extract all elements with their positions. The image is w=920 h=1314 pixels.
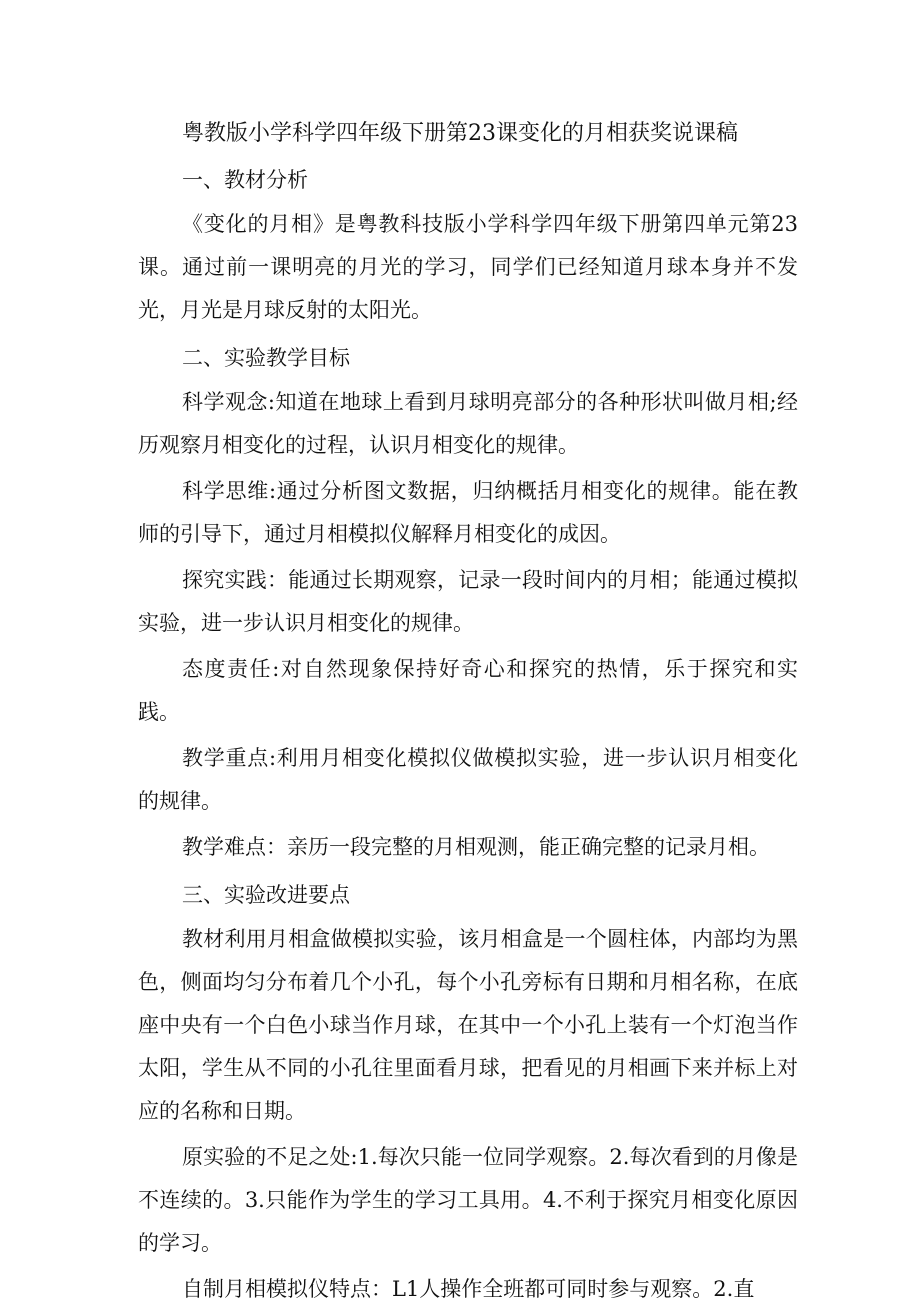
- paragraph-textbook-analysis: 《变化的月相》是粤教科技版小学科学四年级下册第四单元第23课。通过前一课明亮的月光的学习，同学们已经知道月球本身并不发光，月光是月球反射的太阳光。: [138, 212, 798, 322]
- paragraph-science-concept: 科学观念:知道在地球上看到月球明亮部分的各种形状叫做月相;经历观察月相变化的过程，认识月相变化的规律。: [138, 390, 798, 457]
- paragraph-simulator-features: 自制月相模拟仪特点：L1人操作全班都可同时参与观察。2.直: [182, 1277, 755, 1301]
- paragraph-attitude-responsibility: 态度责任:对自然现象保持好奇心和探究的热情，乐于探究和实践。: [138, 657, 798, 724]
- paragraph-inquiry-practice: 探究实践：能通过长期观察，记录一段时间内的月相；能通过模拟实验，进一步认识月相变化的规律。: [138, 568, 798, 635]
- document-body: [138, 111, 798, 1314]
- paragraph-science-thinking: 科学思维:通过分析图文数据，归纳概括月相变化的规律。能在教师的引导下，通过月相模拟仪解释月相变化的成因。: [138, 479, 798, 546]
- section-heading-teaching-goals: 二、实验教学目标: [182, 346, 350, 370]
- paragraph-teaching-difficulty: 教学难点：亲历一段完整的月相观测，能正确完整的记录月相。: [182, 835, 770, 859]
- paragraph-shortcomings: 原实验的不足之处:1.每次只能一位同学观察。2.每次看到的月像是不连续的。3.只能作为学生的学习工具用。4.不利于探究月相变化原因的学习。: [138, 1145, 798, 1255]
- paragraph-original-experiment: 教材利用月相盒做模拟实验，该月相盒是一个圆柱体，内部均为黑色，侧面均匀分布着几个小孔，每个小孔旁标有日期和月相名称，在底座中央有一个白色小球当作月球，在其中一个小孔上装有一个灯泡当作太阳，学生从不同的小孔往里面看月球，把看见的月相画下来并标上对应的名称和日期。: [138, 927, 798, 1123]
- section-heading-textbook-analysis: 一、教材分析: [182, 168, 308, 192]
- paragraph-teaching-focus: 教学重点:利用月相变化模拟仪做模拟实验，进一步认识月相变化的规律。: [138, 746, 798, 813]
- document-title: 粤教版小学科学四年级下册第23课变化的月相获奖说课稿: [182, 121, 738, 146]
- section-heading-improvements: 三、实验改进要点: [182, 883, 350, 907]
